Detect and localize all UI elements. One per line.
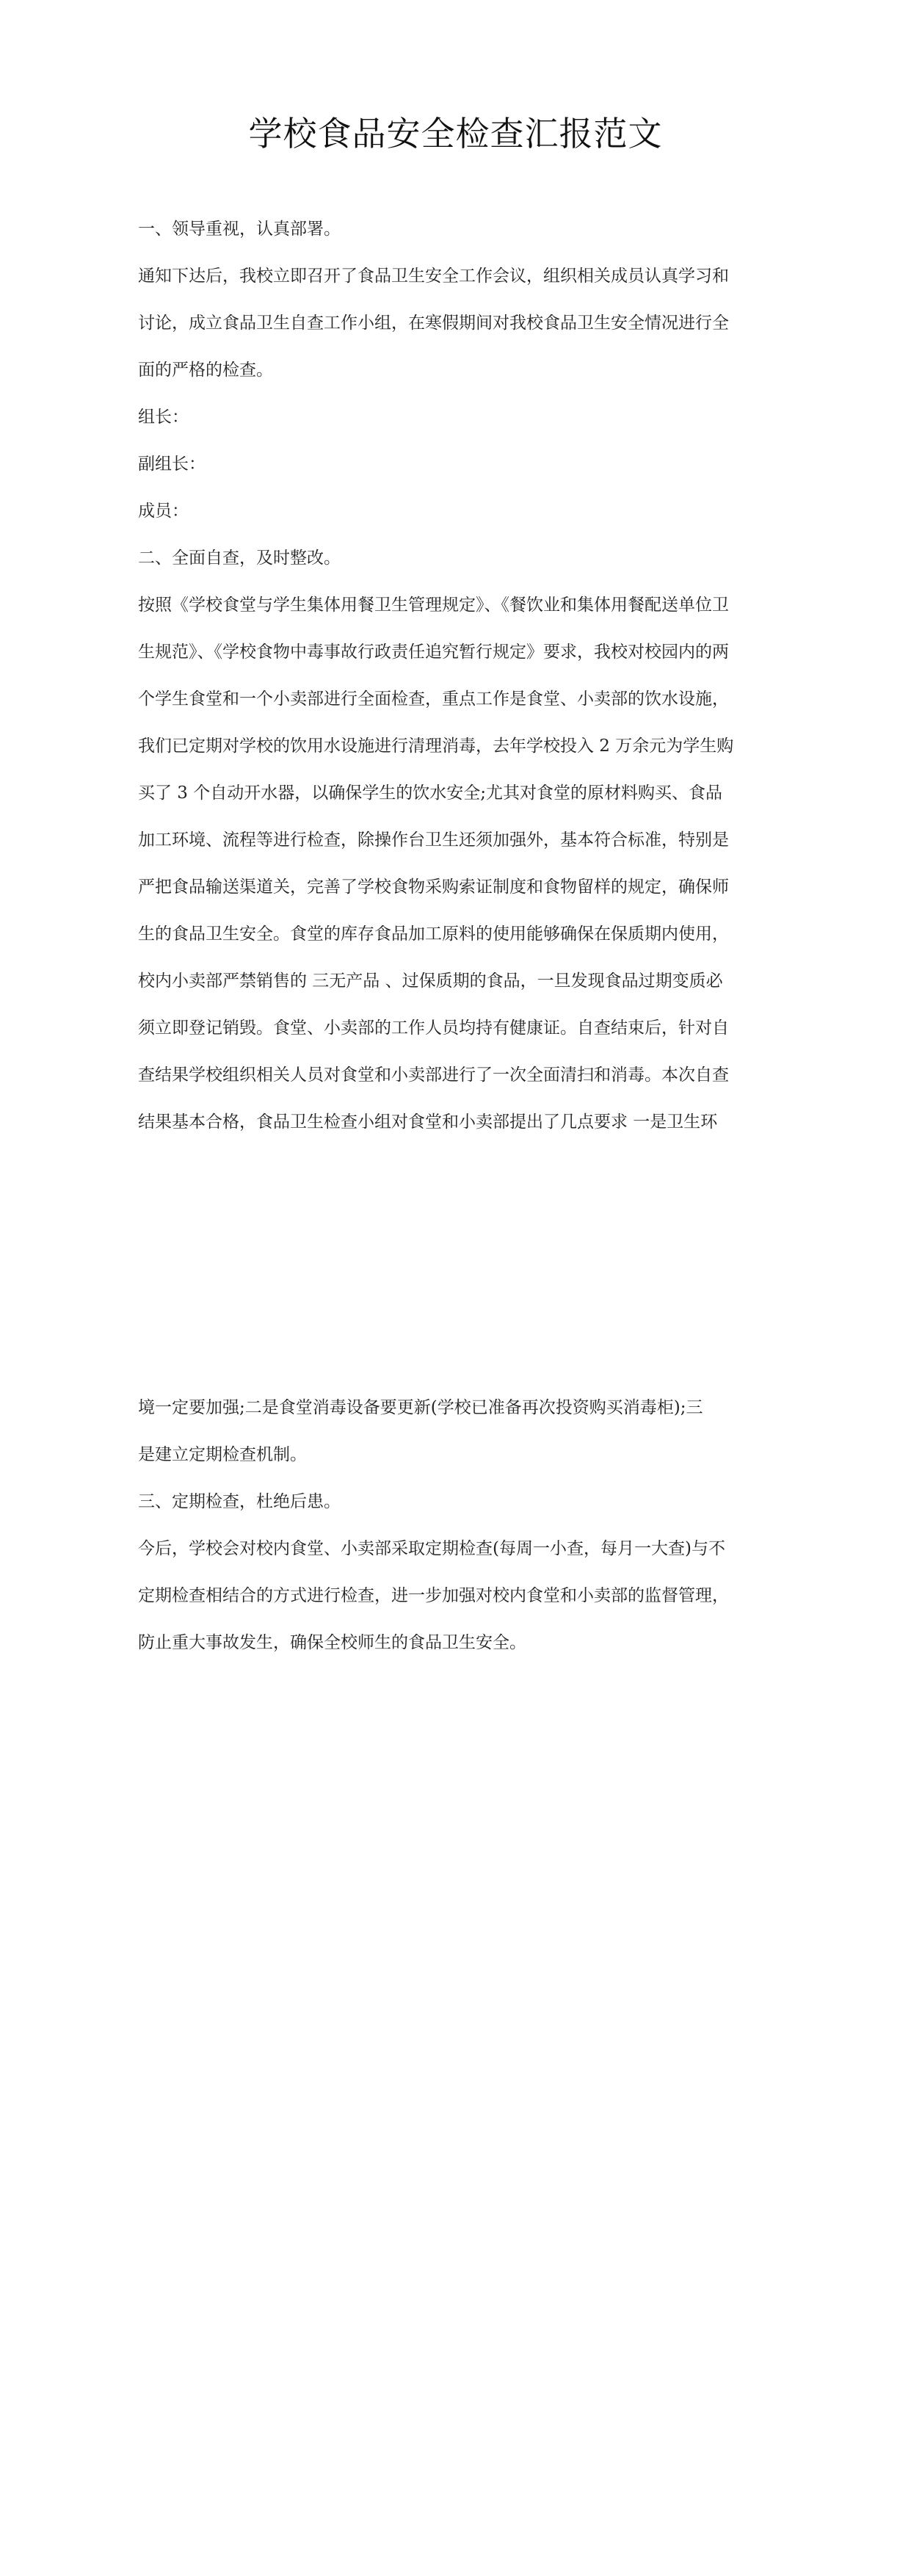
text-line: 面的严格的检查。 xyxy=(138,361,273,380)
text-line: 严把食品输送渠道关，完善了学校食物采购索证制度和食物留样的规定，确保师 xyxy=(138,878,729,897)
body-text-block-1 xyxy=(138,206,784,1146)
text-line: 生的食品卫生安全。食堂的库存食品加工原料的使用能够确保在保质期内使用， xyxy=(138,925,729,944)
text-line: 我们已定期对学校的饮用水设施进行清理消毒，去年学校投入 2 万余元为学生购 xyxy=(138,737,734,756)
text-line: 副组长： xyxy=(138,455,206,474)
text-line: 生规范》、《学校食物中毒事故行政责任追究暂行规定》要求，我校对校园内的两 xyxy=(138,643,729,662)
text-line: 查结果学校组织相关人员对食堂和小卖部进行了一次全面清扫和消毒。本次自查 xyxy=(138,1066,729,1085)
text-line: 境一定要加强;二是食堂消毒设备要更新(学校已准备再次投资购买消毒柜);三 xyxy=(138,1398,703,1417)
text-line: 讨论，成立食品卫生自查工作小组，在寒假期间对我校食品卫生安全情况进行全 xyxy=(138,314,729,333)
text-line: 买了 3 个自动开水器，以确保学生的饮水安全;尤其对食堂的原材料购买、食品 xyxy=(138,784,723,803)
text-line: 定期检查相结合的方式进行检查，进一步加强对校内食堂和小卖部的监督管理， xyxy=(138,1586,729,1605)
text-line: 个学生食堂和一个小卖部进行全面检查，重点工作是食堂、小卖部的饮水设施， xyxy=(138,690,729,709)
body-text-block-2 xyxy=(138,1384,784,1666)
text-line: 三、定期检查，杜绝后患。 xyxy=(138,1492,341,1511)
text-line: 组长： xyxy=(138,408,189,427)
text-line: 加工环境、流程等进行检查，除操作台卫生还须加强外，基本符合标准，特别是 xyxy=(138,831,729,850)
text-line: 是建立定期检查机制。 xyxy=(138,1445,307,1464)
text-line: 结果基本合格，食品卫生检查小组对食堂和小卖部提出了几点要求 一是卫生环 xyxy=(138,1112,718,1132)
text-line: 防止重大事故发生，确保全校师生的食品卫生安全。 xyxy=(138,1633,526,1652)
text-line: 一、领导重视，认真部署。 xyxy=(138,220,341,239)
text-line: 校内小卖部严禁销售的 三无产品 、过保质期的食品，一旦发现食品过期变质必 xyxy=(138,972,723,991)
document-title: 学校食品安全检查汇报范文 xyxy=(248,114,663,153)
text-line: 二、全面自查，及时整改。 xyxy=(138,549,341,568)
text-line: 今后，学校会对校内食堂、小卖部采取定期检查(每周一小查，每月一大查)与不 xyxy=(138,1539,725,1558)
text-line: 须立即登记销毁。食堂、小卖部的工作人员均持有健康证。自查结束后，针对自 xyxy=(138,1019,729,1038)
text-line: 成员： xyxy=(138,502,189,521)
text-line: 按照《学校食堂与学生集体用餐卫生管理规定》、《餐饮业和集体用餐配送单位卫 xyxy=(138,596,729,615)
text-line: 通知下达后，我校立即召开了食品卫生安全工作会议，组织相关成员认真学习和 xyxy=(138,267,729,286)
